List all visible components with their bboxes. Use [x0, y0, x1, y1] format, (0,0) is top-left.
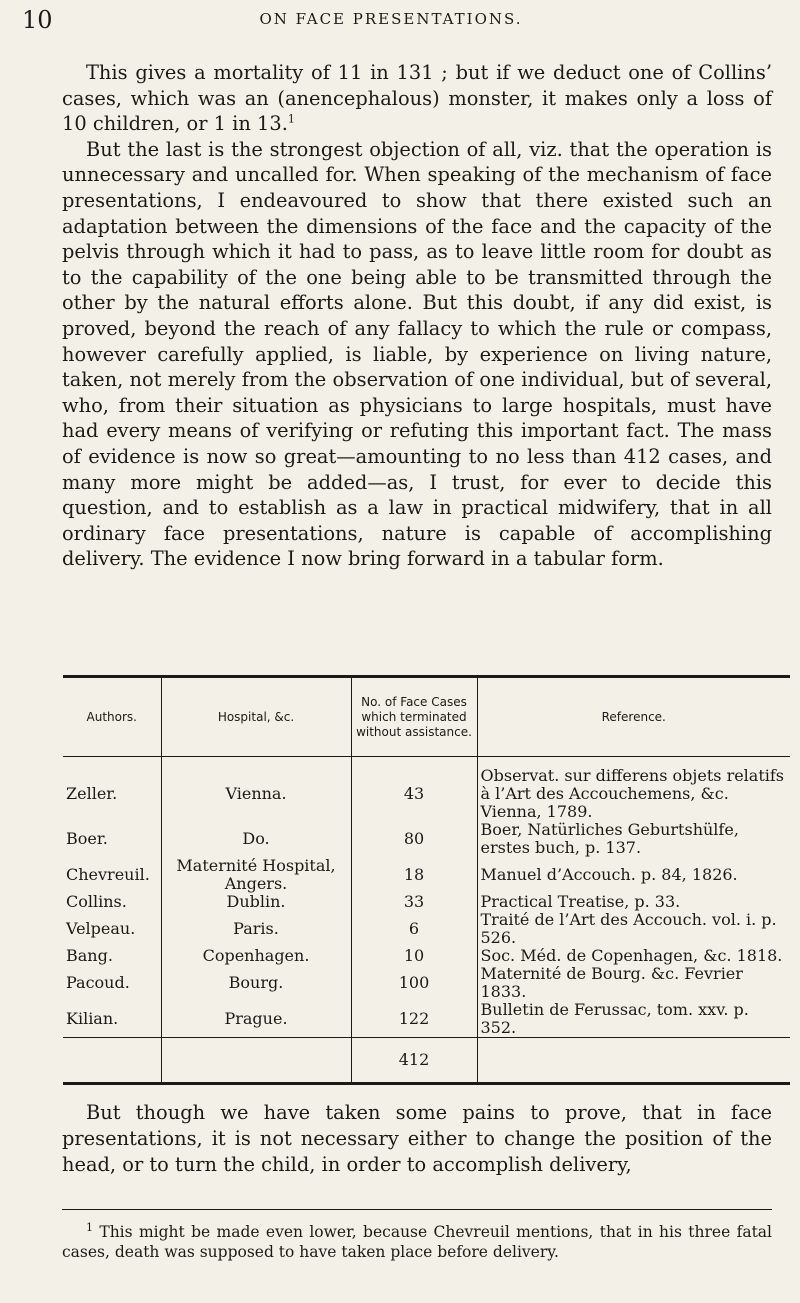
- cell-reference: Soc. Méd. de Copenhagen, &c. 1818.: [477, 947, 790, 965]
- table-row: [63, 911, 790, 947]
- evidence-table: [63, 675, 790, 1085]
- cell-cases: 18: [351, 857, 477, 893]
- cell-reference: Bulletin de Ferussac, tom. xxv. p. 352.: [477, 1001, 790, 1038]
- cell-hospital: Copenhagen.: [161, 947, 351, 965]
- cell-hospital: Do.: [161, 821, 351, 857]
- cell-cases: 43: [351, 757, 477, 822]
- cell-reference: Maternité de Bourg. &c. Fevrier 1833.: [477, 965, 790, 1001]
- cell-author: Kilian.: [66, 1009, 119, 1028]
- cell-reference: Boer, Natürliches Geburtshülfe, erstes buch, p. 137.: [477, 821, 790, 857]
- cell-hospital: Vienna.: [161, 757, 351, 822]
- cell-author: Bang.: [66, 946, 113, 965]
- cell-hospital: Paris.: [161, 911, 351, 947]
- table-row: [63, 965, 790, 1001]
- footnote-marker: 1: [86, 1220, 93, 1234]
- paragraph-conclusion: But though we have taken some pains to prove, that in face presentations, it is not necessary either to change the position of the head, or to turn the child, in order to accomplish delivery,: [62, 1101, 772, 1176]
- table-total-row: [63, 1038, 790, 1084]
- cell-cases: 6: [351, 911, 477, 947]
- table-row: [63, 947, 790, 965]
- cell-hospital: Maternité Hospital, Angers.: [161, 857, 351, 893]
- cell-reference: Traité de l’Art des Accouch. vol. i. p. 526.: [477, 911, 790, 947]
- footnote-text: This might be made even lower, because Chevreuil mentions, that in his three fatal cases, death was supposed to have taken place before delivery.: [62, 1223, 772, 1261]
- paragraph-mortality: This gives a mortality of 11 in 131 ; but if we deduct one of Collins’ cases, which was an (anencephalous) monster, it makes only a loss of 10 children, or 1 in 13.$^1$: [62, 61, 772, 136]
- header-authors: Authors.: [63, 677, 161, 757]
- table-row: [63, 821, 790, 857]
- cell-total-cases: 412: [351, 1038, 477, 1084]
- cell-author: Pacoud.: [66, 973, 130, 992]
- table-row: [63, 857, 790, 893]
- footnote-rule: [62, 1209, 772, 1210]
- page-header: [22, 6, 760, 36]
- table-header-row: [63, 677, 790, 757]
- cell-author: Chevreuil.: [66, 865, 150, 884]
- cell-cases: 33: [351, 893, 477, 911]
- cell-cases: 80: [351, 821, 477, 857]
- cell-cases: 122: [351, 1001, 477, 1038]
- cell-hospital: Dublin.: [161, 893, 351, 911]
- cell-hospital: Bourg.: [161, 965, 351, 1001]
- cell-cases: 100: [351, 965, 477, 1001]
- cell-cases: 10: [351, 947, 477, 965]
- cell-reference: Manuel d’Accouch. p. 84, 1826.: [477, 857, 790, 893]
- cell-author: Velpeau.: [66, 919, 136, 938]
- header-reference: Reference.: [477, 677, 790, 757]
- table-row: [63, 893, 790, 911]
- header-cases: No. of Face Cases which terminated without assistance.: [351, 677, 477, 757]
- table-row: [63, 1001, 790, 1038]
- continuation-text: [62, 1100, 772, 1178]
- footnote: [62, 1222, 772, 1262]
- header-hospital: Hospital, &c.: [161, 677, 351, 757]
- cell-author: Zeller.: [66, 784, 118, 803]
- page-number: 10: [22, 6, 53, 34]
- running-title: ON FACE PRESENTATIONS.: [259, 10, 523, 28]
- footnote-reference: 1: [287, 112, 295, 126]
- cell-author: Boer.: [66, 829, 108, 848]
- cell-reference: Observat. sur differens objets relatifs à l’Art des Accouchemens, &c. Vienna, 1789.: [477, 757, 790, 822]
- cell-reference: Practical Treatise, p. 33.: [477, 893, 790, 911]
- cell-author: Collins.: [66, 892, 127, 911]
- paragraph-objection: But the last is the strongest objection of all, viz. that the operation is unnecessary and uncalled for. When speaking of the mechanism of face presentations, I endeavoured to show that there existed such an adaptation between the dimensions of the face and the capacity of the pelvis through which it had to pass, as to leave little room for doubt as to the capability of the one being able to be transmitted through the other by the natural efforts alone. But this doubt, if any did exist, is proved, beyond the reach of any fallacy to which the rule or compass, however carefully applied, is liable, by experience on living nature, taken, not merely from the observation of one individual, but of several, who, from their situation as physicians to large hospitals, must have had every means of verifying or refuting this important fact. The mass of evidence is now so great—amounting to no less than 412 cases, and many more might be added—as, I trust, for ever to decide this question, and to establish as a law in practical midwifery, that in all ordinary face presentations, nature is capable of accomplishing delivery. The evidence I now bring forward in a tabular form.: [62, 137, 772, 571]
- cell-hospital: Prague.: [161, 1001, 351, 1038]
- body-text: [62, 60, 772, 572]
- table-row: [63, 757, 790, 822]
